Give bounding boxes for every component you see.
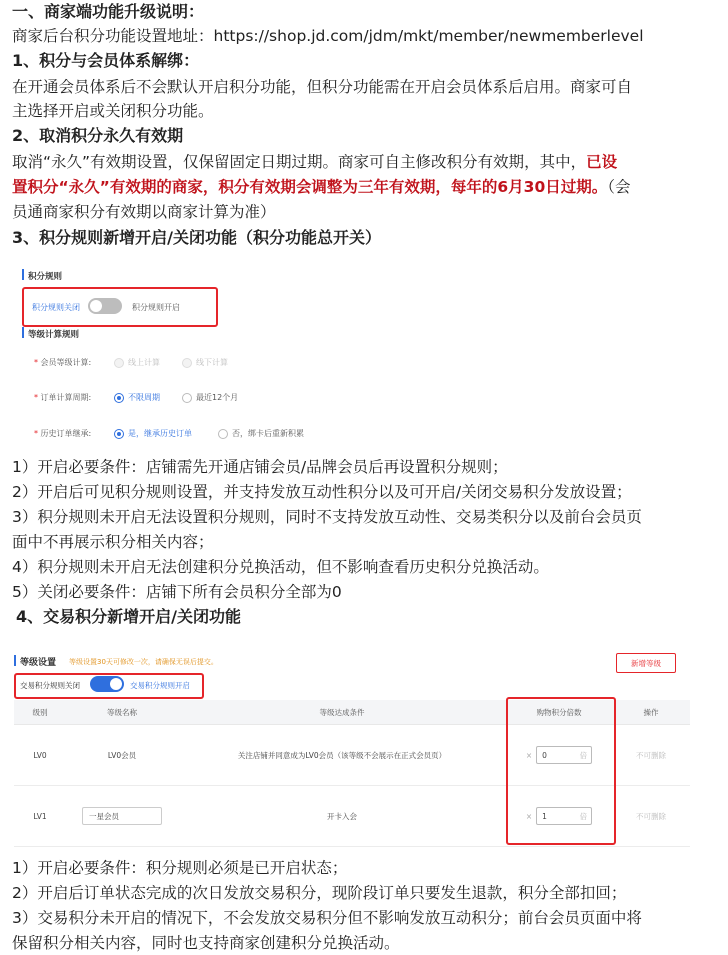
online-calc-radio[interactable] <box>114 358 124 368</box>
required-mark: * <box>34 393 38 402</box>
order-cycle-label <box>34 392 91 403</box>
history-inherit-label <box>34 428 91 439</box>
row-label-text: 会员等级计算: <box>40 358 92 367</box>
points-rule-screenshot <box>22 265 672 455</box>
inherit-yes-radio[interactable] <box>114 429 124 439</box>
section-3-item: 5）关闭必要条件：店铺下所有会员积分全部为0 <box>12 583 342 601</box>
inherit-no-label: 否，绑卡后重新积累 <box>232 429 304 438</box>
section-1-para-line-2: 主选择开启或关闭积分功能。 <box>12 102 214 120</box>
col-header-condition: 等级达成条件 <box>178 700 506 725</box>
toggle-knob <box>90 300 102 312</box>
multiplier-unit: 倍 <box>579 751 588 760</box>
trade-points-on-label: 交易积分规则开启 <box>130 681 190 690</box>
points-rule-section-title: 积分规则 <box>28 272 63 282</box>
multiplier-value: 0 <box>542 751 547 760</box>
section-4-item: 3）交易积分未开启的情况下，不会发放交易积分但不影响发放互动积分；前台会员页面中将 <box>12 909 642 927</box>
section-3-item: 面中不再展示积分相关内容； <box>12 533 214 551</box>
section-2-title: 2、取消积分永久有效期 <box>12 126 184 145</box>
section-2-text-cont: （会 <box>607 178 631 196</box>
section-2-para-line-3: 员通商家积分有效期以商家计算为准） <box>12 203 276 221</box>
offline-calc-label: 线下计算 <box>196 358 228 367</box>
level-settings-title: 等级设置 <box>20 658 57 668</box>
section-4-title: 4、交易积分新增开启/关闭功能 <box>16 607 241 626</box>
times-sign: × <box>525 750 533 760</box>
col-header-name: 等级名称 <box>66 700 178 725</box>
points-rule-off-label: 积分规则关闭 <box>32 303 80 312</box>
condition-cell: 开卡入会 <box>178 786 506 847</box>
trade-points-toggle[interactable] <box>90 676 124 692</box>
row-label-text: 订单计算周期: <box>40 393 92 402</box>
required-mark: * <box>34 358 38 367</box>
inherit-yes-label: 是，继承历史订单 <box>128 429 192 438</box>
section-3-item: 4）积分规则未开启无法创建积分兑换活动，但不影响查看历史积分兑换活动。 <box>12 558 549 576</box>
condition-cell: 关注店铺并同意成为LV0会员（该等级不会展示在正式会员页） <box>178 725 506 786</box>
offline-calc-radio[interactable] <box>182 358 192 368</box>
section-4-item: 2）开启后订单状态完成的次日发放交易积分，现阶段订单只要发生退款，积分全部扣回； <box>12 884 627 902</box>
unlimited-cycle-radio[interactable] <box>114 393 124 403</box>
col-header-level: 级别 <box>14 700 66 725</box>
points-rule-on-label: 积分规则开启 <box>132 303 180 312</box>
online-calc-label: 线上计算 <box>128 358 160 367</box>
toggle-knob <box>110 678 122 690</box>
section-3-title: 3、积分规则新增开启/关闭功能（积分功能总开关） <box>12 228 381 247</box>
action-cell: 不可删除 <box>612 786 690 847</box>
add-level-button[interactable]: 新增等级 <box>616 653 676 673</box>
col-header-multiplier: 购物积分倍数 <box>506 700 612 725</box>
unlimited-cycle-label: 不限周期 <box>128 393 160 402</box>
times-sign: × <box>525 811 533 821</box>
section-marker <box>22 327 24 338</box>
level-cell: LV1 <box>14 786 66 847</box>
section-3-item: 2）开启后可见积分规则设置，并支持发放互动性积分以及可开启/关闭交易积分发放设置； <box>12 483 632 501</box>
section-3-item: 3）积分规则未开启无法设置积分规则，同时不支持发放互动性、交易类积分以及前台会员页 <box>12 508 642 526</box>
level-cell: LV0 <box>14 725 66 786</box>
multiplier-unit: 倍 <box>579 812 588 821</box>
section-2-emphasis-cont: 置积分“永久”有效期的商家，积分有效期会调整为三年有效期，每年的6月30日过期。 <box>12 178 608 196</box>
section-3-item: 1）开启必要条件：店铺需先开通店铺会员/品牌会员后再设置积分规则； <box>12 458 508 476</box>
level-name-cell <box>66 786 178 847</box>
level-calc-label <box>34 357 91 368</box>
level-settings-screenshot <box>14 645 704 845</box>
inherit-no-radio[interactable] <box>218 429 228 439</box>
row-label-text: 历史订单继承: <box>40 429 92 438</box>
highlight-box <box>506 697 616 845</box>
heading-upgrade: 一、商家端功能升级说明： <box>12 2 205 21</box>
level-settings-warning: 等级设置30天可修改一次，请确保无误后提交。 <box>69 658 218 666</box>
settings-address: 商家后台积分功能设置地址：https://shop.jd.com/jdm/mkt/member/newmemberlevel <box>12 27 644 45</box>
points-rule-toggle[interactable] <box>88 298 122 314</box>
section-4-item: 1）开启必要条件：积分规则必须是已开启状态； <box>12 859 348 877</box>
last-12-months-label: 最近12个月 <box>196 393 239 402</box>
section-1-title: 1、积分与会员体系解绑： <box>12 51 200 70</box>
multiplier-value: 1 <box>542 812 547 821</box>
section-2-para-line-1 <box>12 152 617 172</box>
section-2-text: 取消“永久”有效期设置，仅保留固定日期过期。商家可自主修改积分有效期，其中， <box>12 153 587 171</box>
action-cell: 不可删除 <box>612 725 690 786</box>
required-mark: * <box>34 429 38 438</box>
level-name-cell: LV0会员 <box>66 725 178 786</box>
section-2-emphasis: 已设 <box>586 153 618 171</box>
section-1-para-line-1: 在开通会员体系后不会默认开启积分功能，但积分功能需在开启会员体系后启用。商家可自 <box>12 78 633 96</box>
col-header-action: 操作 <box>612 700 690 725</box>
section-4-item: 保留积分相关内容，同时也支持商家创建积分兑换活动。 <box>12 934 400 952</box>
section-2-para-line-2 <box>12 177 631 197</box>
level-name-input[interactable]: 一星会员 <box>82 807 162 825</box>
trade-points-off-label: 交易积分规则关闭 <box>20 681 80 690</box>
last-12-months-radio[interactable] <box>182 393 192 403</box>
section-marker <box>22 269 24 280</box>
level-rule-section-title: 等级计算规则 <box>28 330 80 340</box>
section-marker <box>14 655 16 666</box>
